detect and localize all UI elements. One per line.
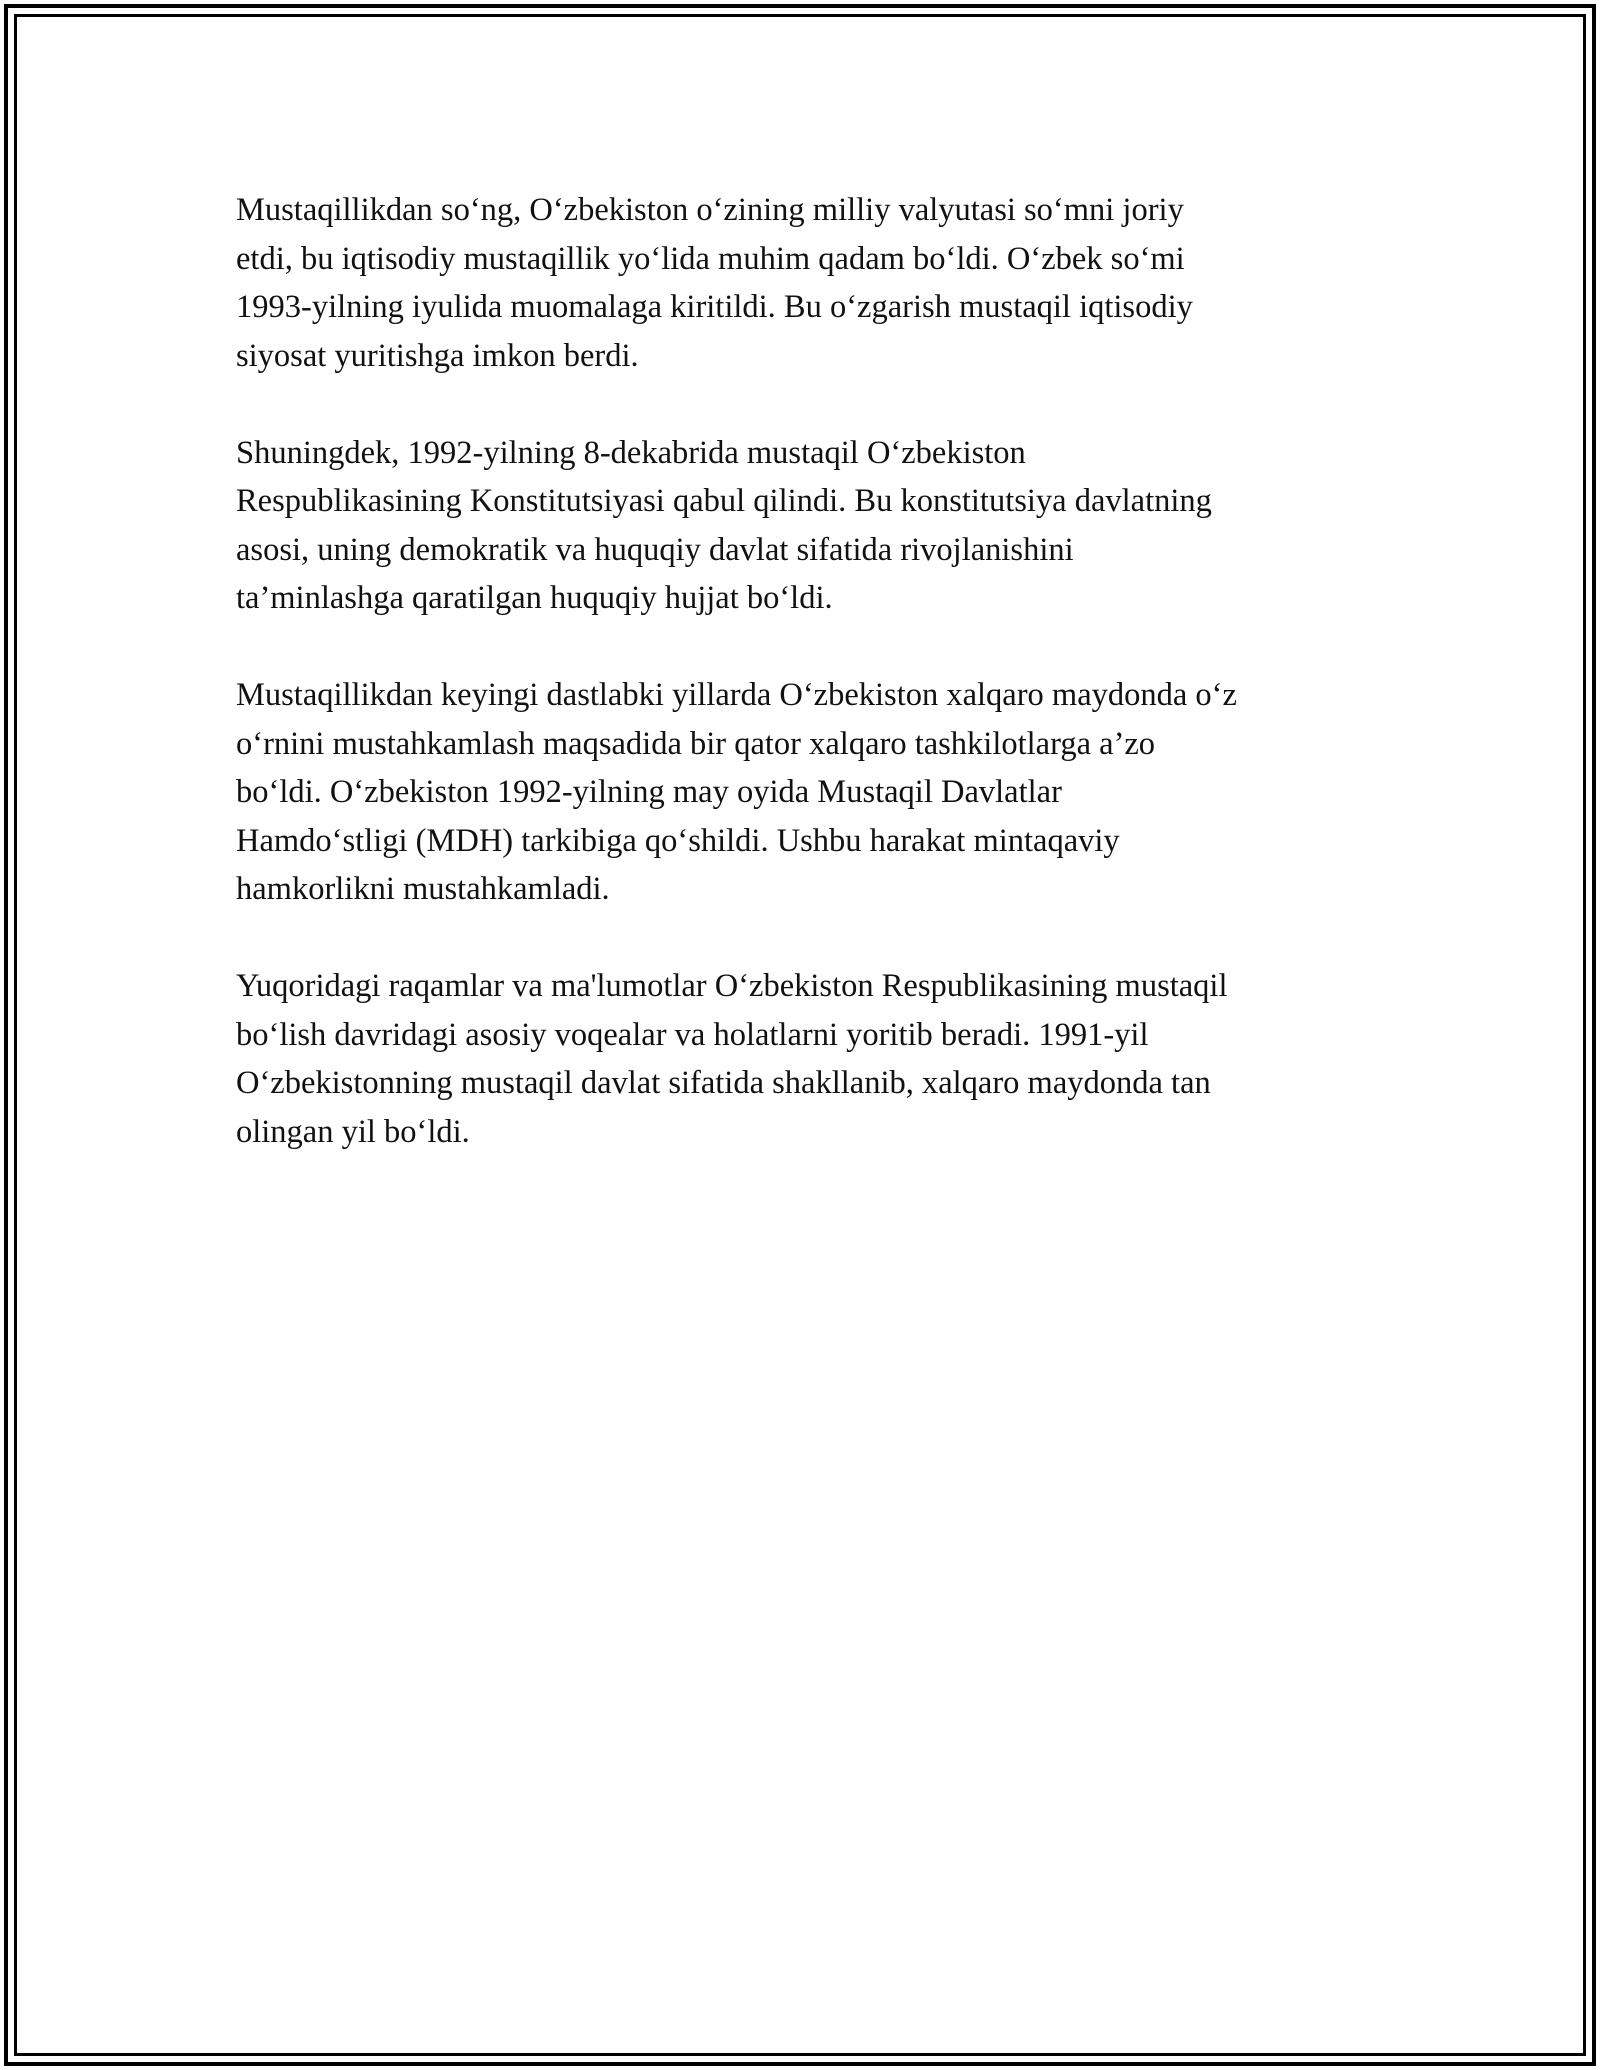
text-line: 1993-yilning iyulida muomalaga kiritildi. Bu o‘zgarish mustaqil iqtisodiy	[236, 289, 1193, 325]
text-line: Hamdo‘stligi (MDH) tarkibiga qo‘shildi. Ushbu harakat mintaqaviy	[236, 822, 1120, 859]
document-body	[236, 186, 1386, 1205]
text-line: bo‘ldi. O‘zbekiston 1992-yilning may oyida Mustaqil Davlatlar	[236, 774, 1062, 810]
text-line: Yuqoridagi raqamlar va ma'lumotlar O‘zbekiston Respublikasining mustaqil	[236, 968, 1228, 1004]
paragraph-constitution	[236, 429, 1386, 623]
text-line: ta’minlashga qaratilgan huquqiy hujjat bo‘ldi.	[236, 580, 833, 616]
paragraph-international	[236, 671, 1386, 914]
text-line: o‘rnini mustahkamlash maqsadida bir qator xalqaro tashkilotlarga a’zo	[236, 725, 1156, 762]
paragraph-currency	[236, 186, 1386, 380]
paragraph-summary	[236, 962, 1386, 1156]
text-line: bo‘lish davridagi asosiy voqealar va holatlarni yoritib beradi. 1991-yil	[236, 1016, 1149, 1053]
text-line: etdi, bu iqtisodiy mustaqillik yo‘lida muhim qadam bo‘ldi. O‘zbek so‘mi	[236, 240, 1185, 277]
text-line: hamkorlikni mustahkamladi.	[236, 871, 610, 907]
text-line: siyosat yuritishga imkon berdi.	[236, 337, 639, 374]
text-line: Respublikasining Konstitutsiyasi qabul qilindi. Bu konstitutsiya davlatning	[236, 483, 1212, 519]
text-line: asosi, uning demokratik va huquqiy davlat sifatida rivojlanishini	[236, 531, 1074, 568]
text-line: olingan yil bo‘ldi.	[236, 1113, 470, 1150]
text-line: O‘zbekistonning mustaqil davlat sifatida shakllanib, xalqaro maydonda tan	[236, 1065, 1211, 1101]
text-line: Shuningdek, 1992-yilning 8-dekabrida mustaqil O‘zbekiston	[236, 434, 1026, 471]
text-line: Mustaqillikdan keyingi dastlabki yillarda O‘zbekiston xalqaro maydonda o‘z	[236, 677, 1237, 713]
text-line: Mustaqillikdan so‘ng, O‘zbekiston o‘zining milliy valyutasi so‘mni joriy	[236, 192, 1184, 228]
